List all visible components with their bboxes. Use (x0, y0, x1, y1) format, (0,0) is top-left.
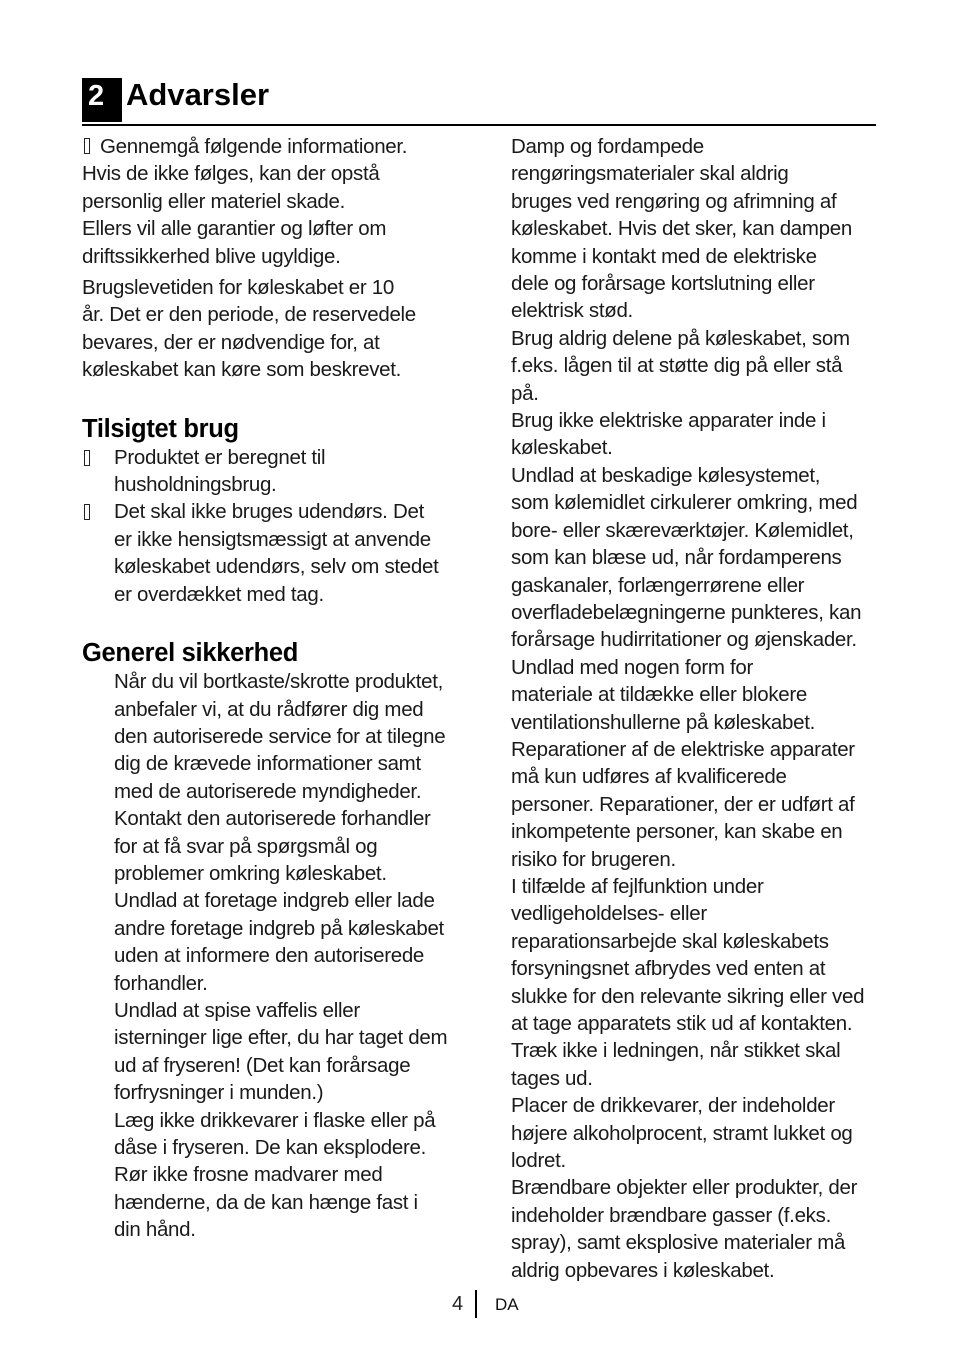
general-safety-text (82, 668, 474, 1244)
intro-line: personlig eller materiel skade. (82, 189, 346, 213)
warning-line: inkompetente personer, kan skabe en (511, 820, 843, 844)
lifetime-line: Brugslevetiden for køleskabet er 10 (82, 276, 394, 300)
warning-line: lodret. (511, 1149, 566, 1173)
warning-line: køleskabet. Hvis det sker, kan dampen (511, 217, 852, 241)
warning-line: risiko for brugeren. (511, 847, 676, 871)
warning-line: køleskabet. (511, 436, 613, 460)
safety-line: problemer omkring køleskabet. (114, 861, 387, 885)
warning-line: slukke for den relevante sikring eller ved (511, 984, 865, 1008)
right-column (511, 133, 883, 1284)
safety-line: din hånd. (114, 1218, 196, 1242)
warning-line: Reparationer af de elektriske apparater (511, 737, 855, 761)
safety-line: hænderne, da de kan hænge fast i (114, 1190, 418, 1214)
safety-line: Læg ikke drikkevarer i flaske eller på (114, 1108, 436, 1132)
page-number: 4 (452, 1293, 464, 1315)
bullet-box-icon (84, 138, 90, 154)
warning-line: Undlad med nogen form for (511, 655, 754, 679)
warning-line: bore- eller skæreværktøjer. Kølemidlet, (511, 518, 854, 542)
safety-line: anbefaler vi, at du rådfører dig med (114, 697, 424, 721)
warning-line: spray), samt eksplosive materialer må (511, 1231, 846, 1255)
warning-line: forårsage hudirritationer og øjenskader. (511, 628, 857, 652)
warning-line: forsyningsnet afbrydes ved enten at (511, 957, 826, 981)
chapter-header (82, 78, 876, 126)
warning-line: bruges ved rengøring og afrimning af (511, 189, 837, 213)
warning-line: Træk ikke i ledningen, når stikket skal (511, 1039, 841, 1063)
warning-line: personer. Reparationer, der er udført af (511, 792, 855, 816)
warning-line: komme i kontakt med de elektriske (511, 244, 817, 268)
warning-line: Brug aldrig delene på køleskabet, som (511, 326, 850, 350)
bullet-box-icon (84, 450, 90, 466)
lifetime-line: køleskabet kan køre som beskrevet. (82, 358, 402, 382)
intended-use-bullet: Produktet er beregnet til husholdningsbrug. (82, 444, 474, 499)
warning-line: rengøringsmaterialer skal aldrig (511, 162, 789, 186)
safety-line: uden at informere den autoriserede (114, 944, 425, 968)
warning-line: overfladebelægningerne punkteres, kan (511, 600, 862, 624)
safety-line: andre foretage indgreb på køleskabet (114, 916, 444, 940)
intended-use-heading: Tilsigtet brug (82, 414, 239, 443)
warning-line: aldrig opbevares i køleskabet. (511, 1258, 775, 1282)
intro-line: Gennemgå følgende informationer. (82, 133, 474, 160)
safety-line: Undlad at spise vaffelis eller (114, 998, 360, 1022)
chapter-number: 2 (82, 78, 122, 122)
warning-line: må kun udføres af kvalificerede (511, 765, 787, 789)
safety-line: Når du vil bortkaste/skrotte produktet, (114, 670, 443, 694)
footer-divider (475, 1290, 477, 1318)
safety-line: forhandler. (114, 971, 208, 995)
safety-line: med de autoriserede myndigheder. (114, 779, 422, 803)
chapter-title: Advarsler (126, 77, 270, 112)
left-column (82, 133, 474, 1244)
warning-line: I tilfælde af fejlfunktion under (511, 874, 764, 898)
warning-line: Damp og fordampede (511, 135, 704, 158)
bullet-box-icon (84, 504, 90, 520)
warning-line: Brændbare objekter eller produkter, der (511, 1176, 858, 1200)
safety-line: ud af fryseren! (Det kan forårsage (114, 1053, 411, 1077)
safety-line: isterninger lige efter, du har taget dem (114, 1026, 448, 1050)
intended-use-bullet: Det skal ikke bruges udendørs. Det er ikke hensigtsmæssigt at anvende køleskabet udendørs, selv om stedet er overdækket med tag. (82, 498, 474, 608)
language-code: DA (495, 1295, 519, 1314)
warning-line: ventilationshullerne på køleskabet. (511, 710, 816, 734)
warning-line: dele og forårsage kortslutning eller (511, 272, 815, 296)
safety-line: den autoriserede service for at tilegne (114, 724, 446, 748)
warning-line: elektrisk stød. (511, 299, 633, 323)
safety-line: for at få svar på spørgsmål og (114, 834, 378, 858)
warning-line: materiale at tildække eller blokere (511, 683, 807, 707)
safety-line: dåse i fryseren. De kan eksplodere. (114, 1136, 426, 1159)
general-safety-heading: Generel sikkerhed (82, 639, 299, 668)
warning-line: som kølemidlet cirkulerer omkring, med (511, 491, 858, 515)
warning-line: Undlad at beskadige kølesystemet, (511, 463, 821, 487)
intro-line: driftssikkerhed blive ugyldige. (82, 244, 341, 268)
warning-line: vedligeholdelses- eller (511, 902, 707, 926)
warning-line: Brug ikke elektriske apparater inde i (511, 409, 826, 433)
intro-line: Ellers vil alle garantier og løfter om (82, 217, 387, 241)
warning-line: tages ud. (511, 1066, 593, 1090)
safety-line: forfrysninger i munden.) (114, 1081, 324, 1105)
lifetime-line: år. Det er den periode, de reservedele (82, 303, 416, 327)
warning-line: højere alkoholprocent, stramt lukket og (511, 1121, 853, 1145)
warning-line: reparationsarbejde skal køleskabets (511, 929, 829, 953)
warning-line: f.eks. lågen til at støtte dig på eller stå (511, 354, 843, 378)
warning-line: indeholder brændbare gasser (f.eks. (511, 1203, 831, 1227)
safety-line: Undlad at foretage indgreb eller lade (114, 889, 435, 913)
safety-line: Rør ikke frosne madvarer med (114, 1163, 383, 1187)
warning-line: som kan blæse ud, når fordamperens (511, 546, 842, 570)
warning-line: at tage apparatets stik ud af kontakten. (511, 1012, 853, 1035)
safety-line: Kontakt den autoriserede forhandler (114, 807, 431, 831)
lifetime-line: bevares, der er nødvendige for, at (82, 330, 380, 354)
intro-line: Hvis de ikke følges, kan der opstå (82, 162, 380, 186)
page-footer (0, 1290, 954, 1320)
safety-line: dig de krævede informationer samt (114, 752, 421, 776)
warning-line: på. (511, 381, 539, 405)
warning-line: gaskanaler, forlængerrørene eller (511, 573, 805, 597)
warning-line: Placer de drikkevarer, der indeholder (511, 1094, 835, 1118)
